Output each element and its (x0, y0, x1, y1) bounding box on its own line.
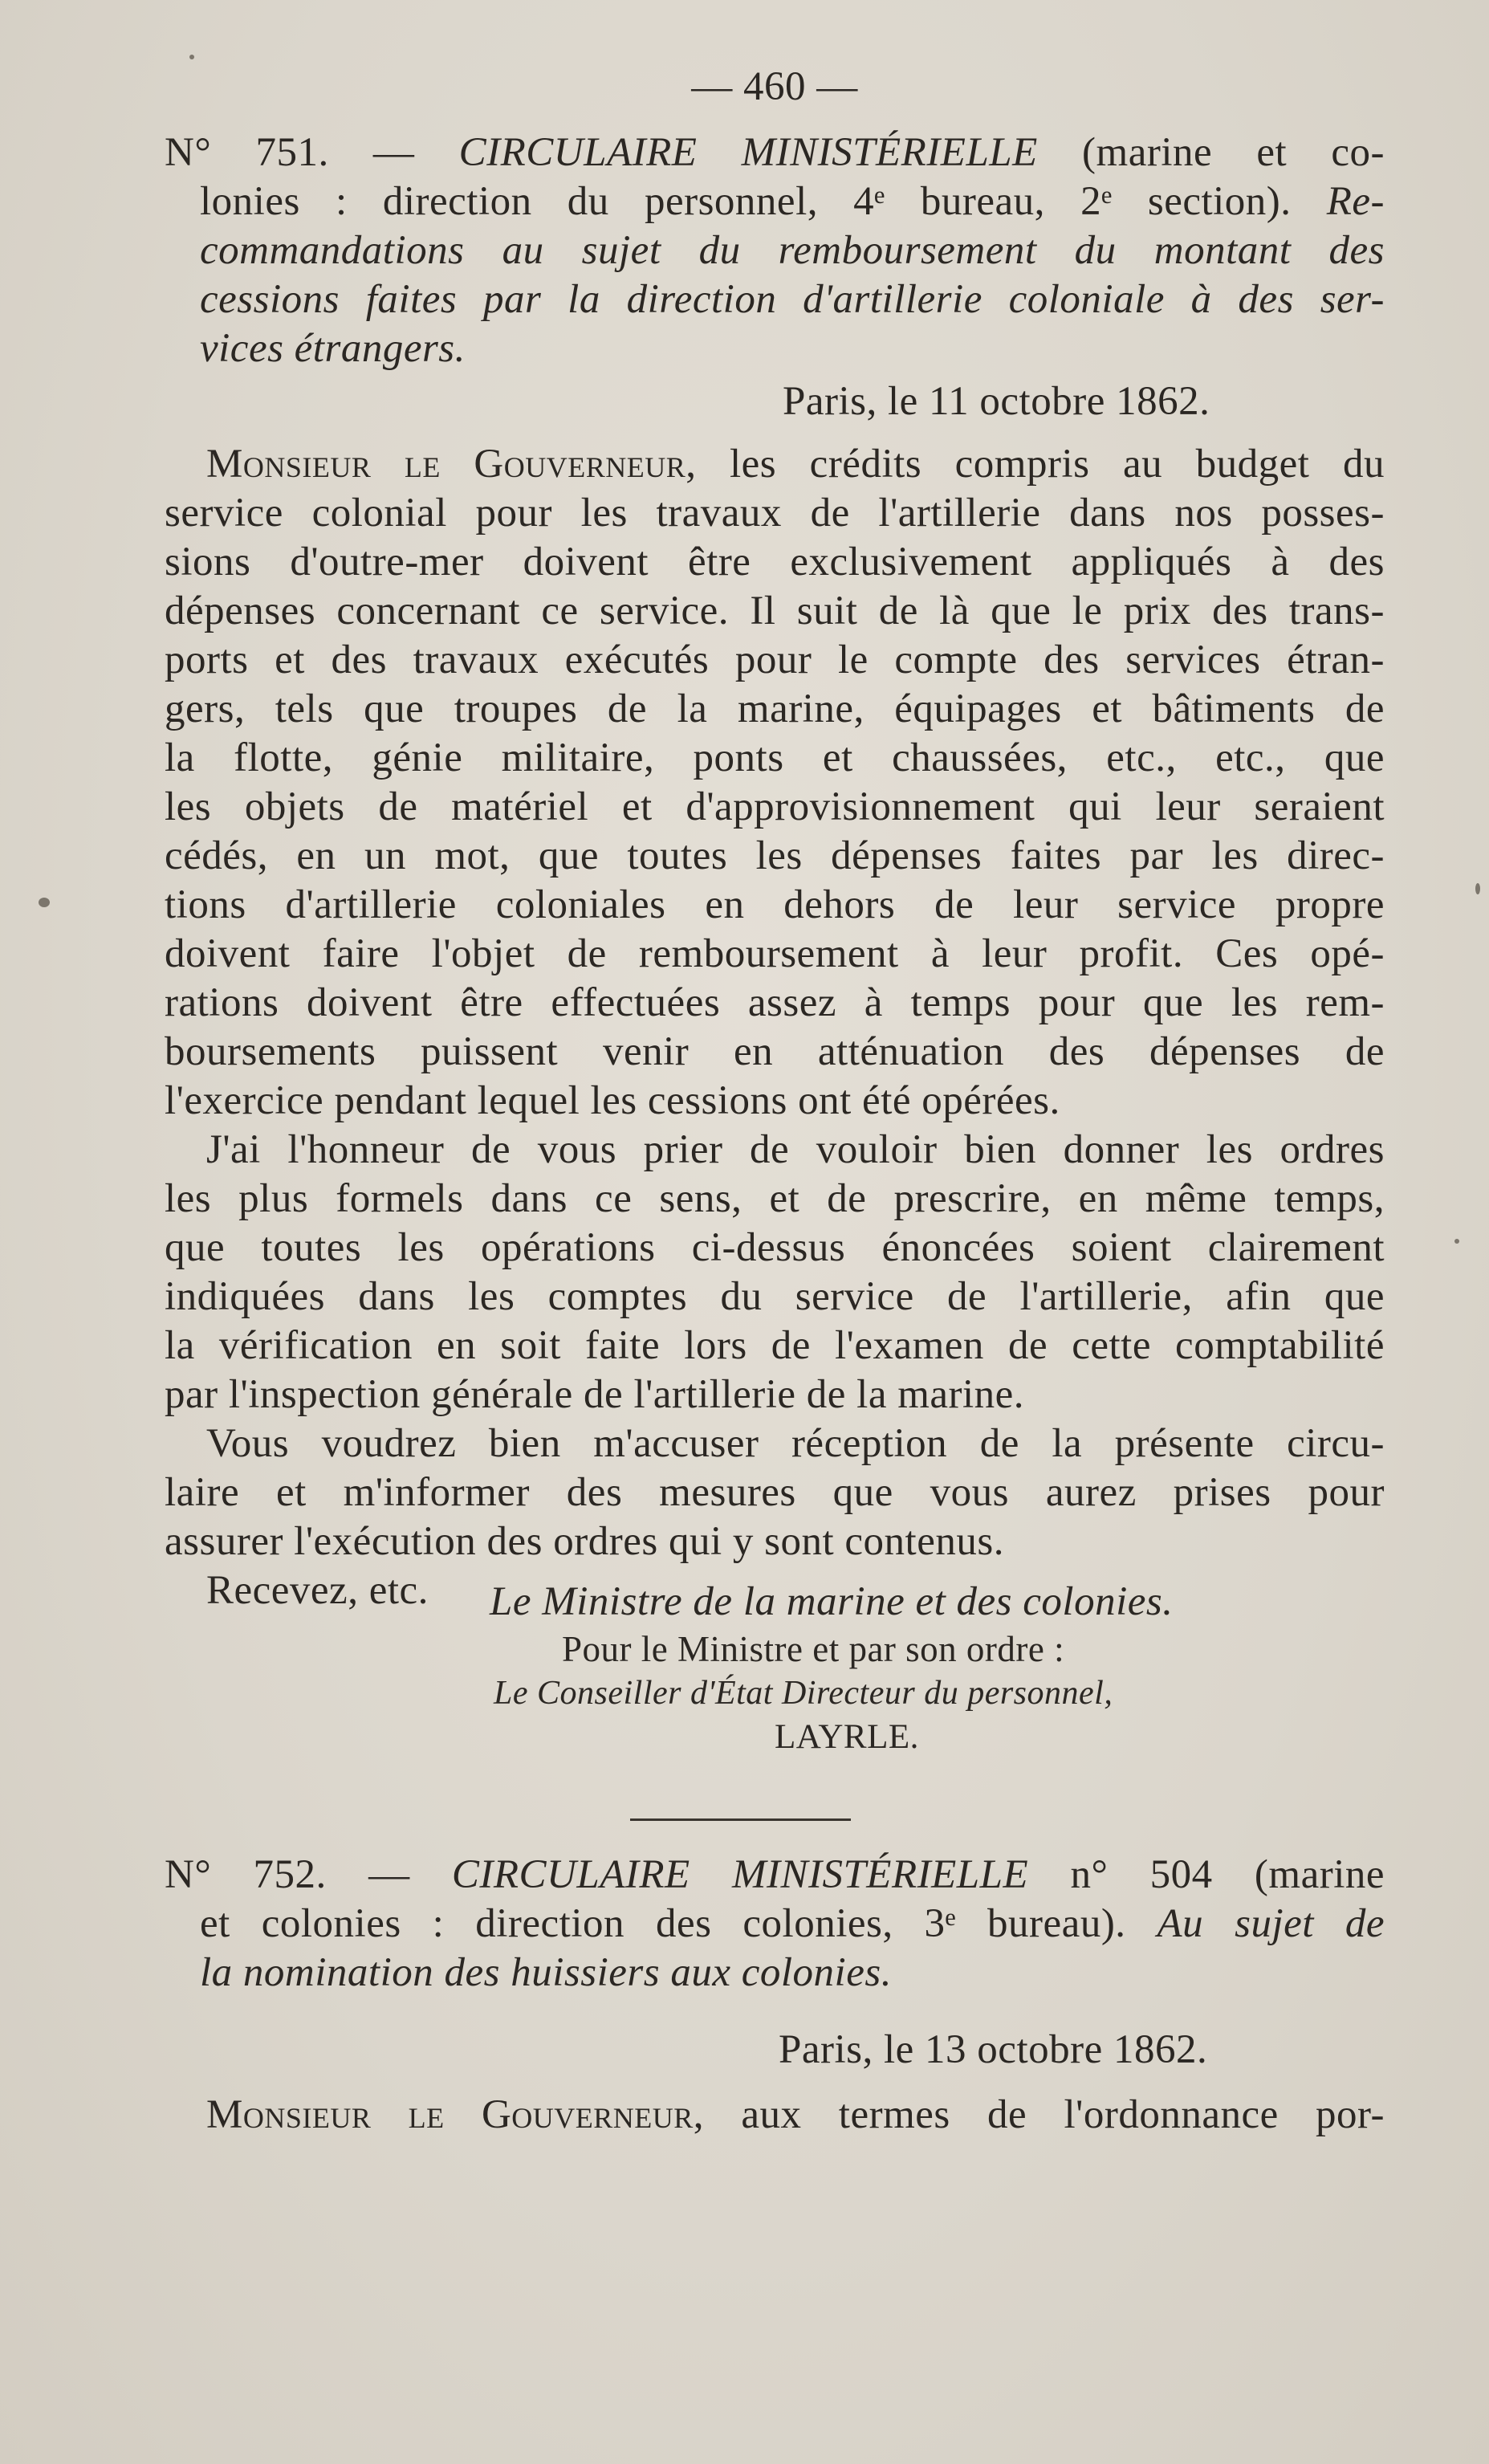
signature-block (165, 1578, 1385, 1760)
heading-rest: (marine et co- (1082, 130, 1385, 175)
body-line: gers, tels que troupes de la marine, équipages et bâtiments de (165, 686, 1385, 731)
body-line: la flotte, génie militaire, ponts et chaussées, etc., etc., que (165, 735, 1385, 780)
circular-number: N° 751. — (165, 130, 415, 175)
paper-speck (1475, 883, 1480, 894)
body-line: indiquées dans les comptes du service de l'artillerie, afin que (165, 1274, 1385, 1319)
summary-line: cessions faites par la direction d'artillerie coloniale à des ser- (200, 277, 1385, 322)
heading-department: et colonies : direction des colonies, 3ᵉ bureau). (200, 1901, 1126, 1946)
closing: Recevez, etc. (206, 1568, 429, 1613)
body-line: sions d'outre-mer doivent être exclusivement appliqués à des (165, 540, 1385, 584)
dateline: Paris, le 13 octobre 1862. (779, 2027, 1208, 2072)
body-line: J'ai l'honneur de vous prier de vouloir bien donner les ordres (206, 1127, 1385, 1172)
body-line: laire et m'informer des mesures que vous aurez prises pour (165, 1470, 1385, 1515)
paper-speck (39, 898, 50, 907)
heading-department: lonies : direction du personnel, 4ᵉ bureau, 2ᵉ section). (200, 179, 1292, 224)
body-line: service colonial pour les travaux de l'artillerie dans nos posses- (165, 491, 1385, 536)
circular-751-heading (165, 128, 1385, 373)
summary-start: Re- (1326, 179, 1385, 224)
body-line: tions d'artillerie coloniales en dehors de leur service propre (165, 882, 1385, 927)
heading-line (165, 1851, 1385, 1900)
body-line: Vous voudrez bien m'accuser réception de la présente circu- (206, 1421, 1385, 1466)
body-line (165, 2091, 1385, 2140)
body-text: les crédits compris au budget du (730, 442, 1385, 487)
salutation: Monsieur le Gouverneur, (206, 442, 697, 487)
body-line: boursements puissent venir en atténuation des dépenses de (165, 1029, 1385, 1074)
signature-role: Le Conseiller d'État Directeur du personnel, (494, 1675, 1113, 1712)
section-divider (630, 1818, 851, 1821)
dateline: Paris, le 11 octobre 1862. (783, 379, 1210, 424)
circular-number: N° 752. — (165, 1852, 410, 1897)
body-line (165, 440, 1385, 489)
circular-751-body (165, 440, 1385, 1615)
body-line: par l'inspection générale de l'artillerie de la marine. (165, 1372, 1025, 1417)
body-line: que toutes les opérations ci-dessus énoncées soient clairement (165, 1225, 1385, 1270)
salutation: Monsieur le Gouverneur, (206, 2092, 705, 2137)
body-line: l'exercice pendant lequel les cessions ont été opérées. (165, 1078, 1060, 1123)
body-line: dépenses concernant ce service. Il suit de là que le prix des trans- (165, 589, 1385, 633)
circular-752-heading (165, 1851, 1385, 1998)
summary-line: la nomination des huissiers aux colonies. (200, 1950, 892, 1995)
paper-speck (1454, 1239, 1459, 1244)
body-line: doivent faire l'objet de remboursement à leur profit. Ces opé- (165, 931, 1385, 976)
heading-rest: n° 504 (marine (1070, 1852, 1385, 1897)
summary-line: vices étrangers. (200, 326, 466, 371)
signature-order: Pour le Ministre et par son ordre : (562, 1629, 1065, 1669)
body-line: ports et des travaux exécutés pour le compte des services étran- (165, 637, 1385, 682)
body-line: cédés, en un mot, que toutes les dépenses faites par les direc- (165, 833, 1385, 878)
heading-line (165, 1900, 1385, 1949)
body-text: aux termes de l'ordonnance por- (741, 2092, 1385, 2137)
summary-start: Au sujet de (1157, 1901, 1385, 1946)
page-number: — 460 — (691, 64, 858, 109)
circular-title: CIRCULAIRE MINISTÉRIELLE (458, 130, 1038, 175)
circular-title: CIRCULAIRE MINISTÉRIELLE (451, 1852, 1029, 1897)
body-line: assurer l'exécution des ordres qui y sont contenus. (165, 1519, 1004, 1564)
heading-line (165, 177, 1385, 226)
circular-752-body (165, 2091, 1385, 2140)
heading-line (165, 128, 1385, 177)
paper-speck (189, 55, 194, 59)
body-line: rations doivent être effectuées assez à temps pour que les rem- (165, 980, 1385, 1025)
body-line: la vérification en soit faite lors de l'examen de cette comptabilité (165, 1323, 1385, 1368)
summary-line: commandations au sujet du remboursement du montant des (200, 228, 1385, 273)
signature-name: LAYRLE. (775, 1718, 919, 1756)
body-line: les objets de matériel et d'approvisionnement qui leur seraient (165, 784, 1385, 829)
signature-minister: Le Ministre de la marine et des colonies. (490, 1579, 1174, 1624)
body-line: les plus formels dans ce sens, et de prescrire, en même temps, (165, 1176, 1385, 1221)
